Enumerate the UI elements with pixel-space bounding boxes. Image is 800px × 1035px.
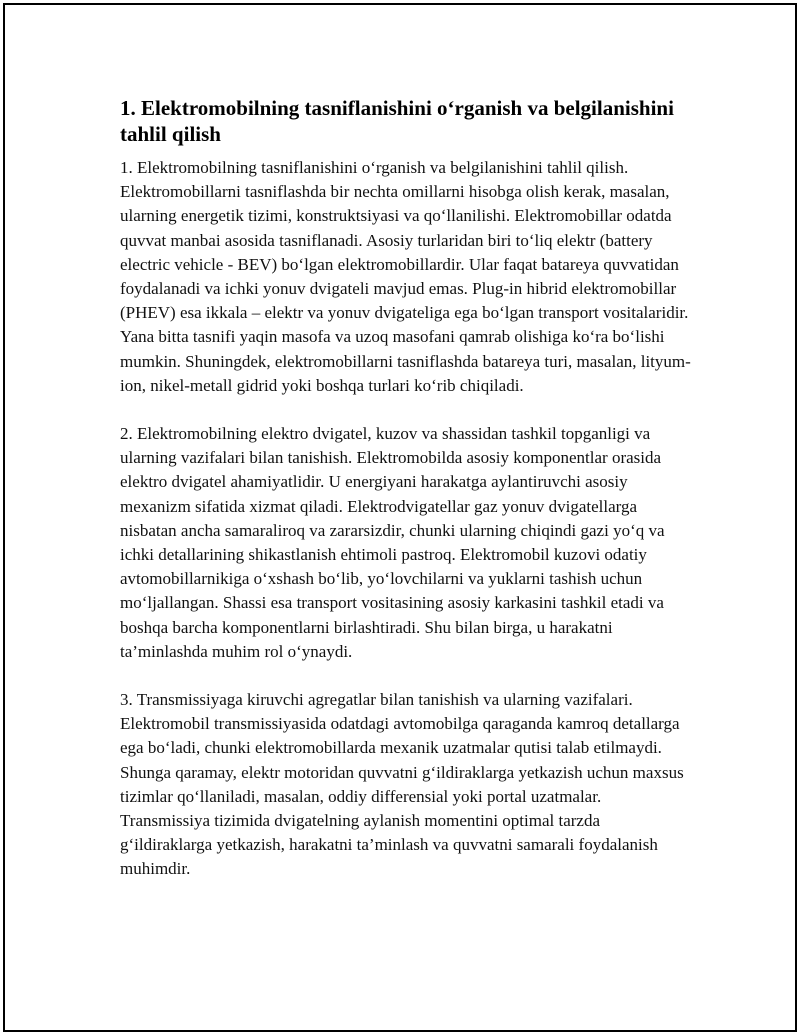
paragraph-1: 1. Elektromobilning tasniflanishini o‘rganish va belgilanishini tahlil qilish. Elektromobillarni tasniflashda bir nechta omillarni hisobga olish kerak, masalan, ularning energetik tizimi, konstruktsiyasi va qo‘llanilishi. Elektromobillar odatda quvvat manbai asosida tasniflanadi. Asosiy turlaridan biri to‘liq elektr (battery electric vehicle - BEV) bo‘lgan elektromobillardir. Ular faqat batareya quvvatidan foydalanadi va ichki yonuv dvigateli mavjud emas. Plug-in hibrid elektromobillar (PHEV) esa ikkala – elektr va yonuv dvigateliga ega bo‘lgan transport vositalaridir. Yana bitta tasnifi yaqin masofa va uzoq masofani qamrab olishiga ko‘ra bo‘lishi mumkin. Shuningdek, elektromobillarni tasniflashda batareya turi, masalan, lityum-ion, nikel-metall gidrid yoki boshqa turlari ko‘rib chiqiladi.: [120, 158, 691, 395]
paragraph-2: 2. Elektromobilning elektro dvigatel, kuzov va shassidan tashkil topganligi va ularning vazifalari bilan tanishish. Elektromobilda asosiy komponentlar orasida elektro dvigatel ahamiyatlidir. U energiyani harakatga aylantiruvchi asosiy mexanizm sifatida xizmat qiladi. Elektrodvigatellar gaz yonuv dvigatellarga nisbatan ancha samaraliroq va zararsizdir, chunki ularning chiqindi gazi yo‘q va ichki detallarining shikastlanish ehtimoli pastroq. Elektromobil kuzovi odatiy avtomobillarnikiga o‘xshash bo‘lib, yo‘lovchilarni va yuklarni tashish uchun mo‘ljallangan. Shassi esa transport vositasining asosiy karkasini tashkil etadi va boshqa barcha komponentlarni birlashtiradi. Shu bilan birga, u harakatni ta’minlashda muhim rol o‘ynaydi.: [120, 424, 665, 661]
document-body: [120, 95, 692, 906]
document-title: 1. Elektromobilning tasniflanishini o‘rganish va belgilanishini tahlil qilish: [120, 96, 674, 146]
document-page: [3, 3, 797, 1032]
paragraph-3: 3. Transmissiyaga kiruvchi agregatlar bilan tanishish va ularning vazifalari. Elektromobil transmissiyasida odatdagi avtomobilga qaraganda kamroq detallarga ega bo‘ladi, chunki elektromobillarda mexanik uzatmalar qutisi talab etilmaydi. Shunga qaramay, elektr motoridan quvvatni g‘ildiraklarga yetkazish uchun maxsus tizimlar qo‘llaniladi, masalan, oddiy differensial yoki portal uzatmalar. Transmissiya tizimida dvigatelning aylanish momentini optimal tarzda g‘ildiraklarga yetkazish, harakatni ta’minlash va quvvatni samarali foydalanish muhimdir.: [120, 690, 684, 879]
